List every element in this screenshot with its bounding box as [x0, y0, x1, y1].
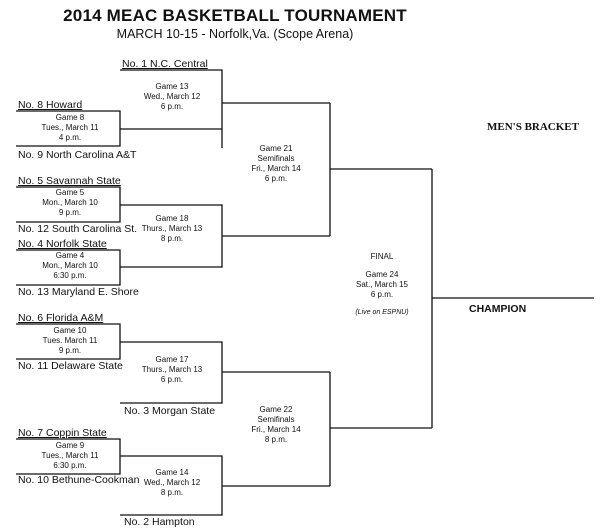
- team-7: No. 7 Coppin State: [18, 427, 107, 439]
- team-8: No. 8 Howard: [18, 99, 83, 111]
- game-18-info: Game 18 Thurs., March 13 8 p.m.: [141, 214, 203, 243]
- team-10: No. 10 Bethune-Cookman: [18, 474, 140, 486]
- team-9: No. 9 North Carolina A&T: [18, 149, 137, 161]
- game-5-info: Game 5 Mon., March 10 9 p.m.: [42, 188, 98, 217]
- champion-label: CHAMPION: [469, 303, 527, 315]
- team-6: No. 6 Florida A&M: [18, 312, 104, 324]
- game-10-info: Game 10 Tues. March 11 9 p.m.: [42, 326, 98, 355]
- team-11: No. 11 Delaware State: [18, 360, 123, 372]
- game-9-info: Game 9 Tues., March 11 6:30 p.m.: [41, 441, 99, 470]
- team-12: No. 12 South Carolina St.: [18, 223, 138, 235]
- team-13: No. 13 Maryland E. Shore: [18, 286, 139, 298]
- team-3: No. 3 Morgan State: [124, 405, 216, 417]
- game-17-info: Game 17 Thurs., March 13 6 p.m.: [141, 355, 203, 384]
- game-22-info: Game 22 Semifinals Fri., March 14 8 p.m.: [251, 405, 301, 444]
- mens-bracket-label: MEN'S BRACKET: [487, 121, 579, 133]
- game-13-info: Game 13 Wed., March 12 6 p.m.: [143, 82, 201, 111]
- game-4-info: Game 4 Mon., March 10 6:30 p.m.: [42, 251, 98, 280]
- game-21-info: Game 21 Semifinals Fri., March 14 6 p.m.: [251, 144, 301, 183]
- game-8-info: Game 8 Tues., March 11 4 p.m.: [41, 113, 99, 142]
- game-14-info: Game 14 Wed., March 12 8 p.m.: [143, 468, 201, 497]
- team-5: No. 5 Savannah State: [18, 175, 121, 187]
- team-4: No. 4 Norfolk State: [18, 238, 107, 250]
- final-info: FINAL Game 24 Sat., March 15 6 p.m. (Live on ESPNU): [355, 252, 409, 316]
- page-subtitle: MARCH 10-15 - Norfolk,Va. (Scope Arena): [116, 27, 354, 41]
- page-title: 2014 MEAC BASKETBALL TOURNAMENT: [63, 6, 407, 25]
- team-2: No. 2 Hampton: [124, 516, 195, 528]
- team-1: No. 1 N.C. Central: [122, 58, 208, 70]
